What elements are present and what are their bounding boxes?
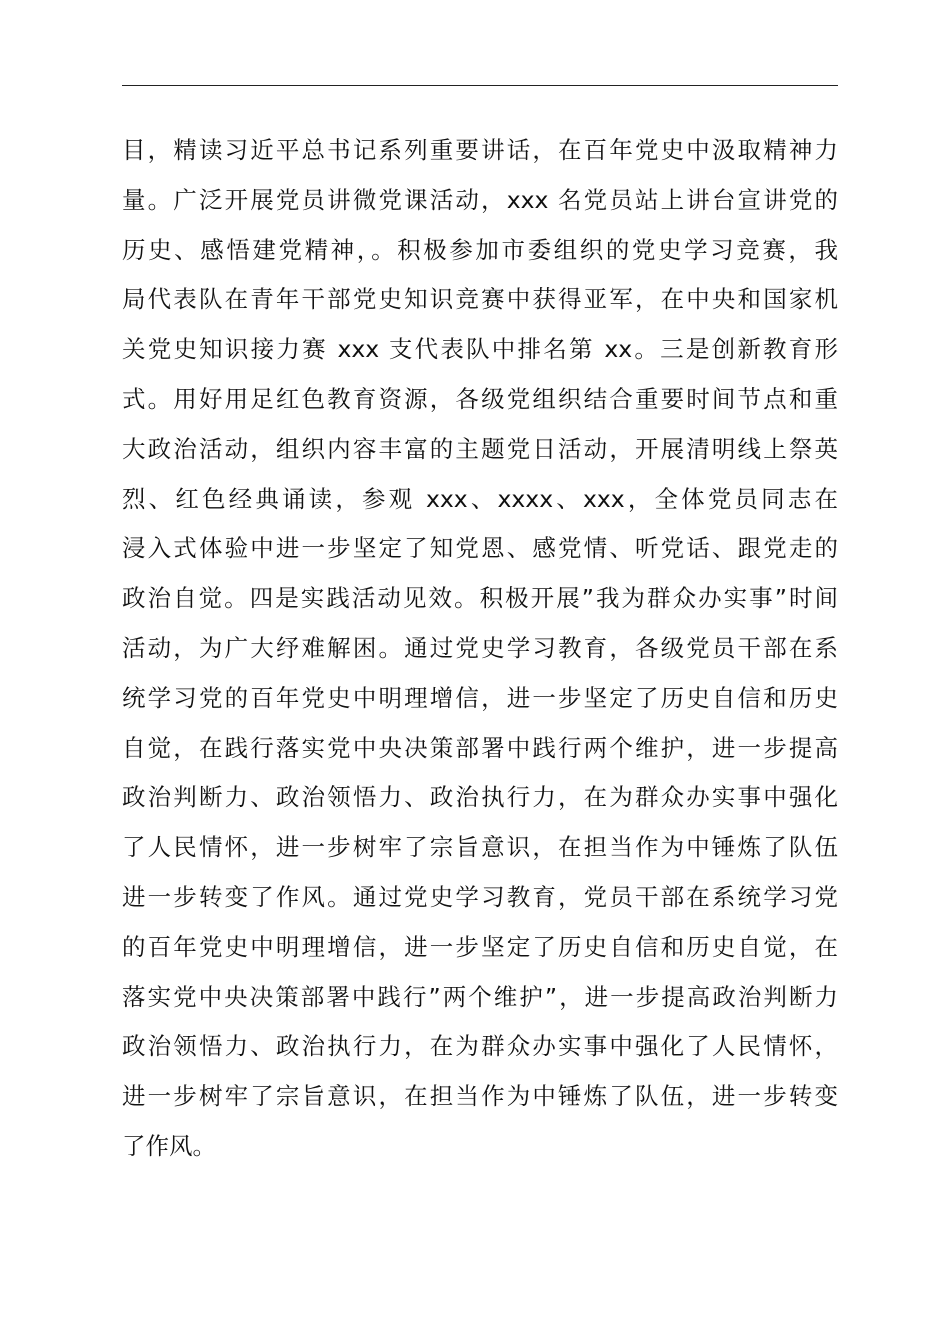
text-line: 的百年党史中明理增信，进一步坚定了历史自信和历史自觉，在 — [122, 932, 838, 961]
text-line: 自觉，在践行落实党中央决策部署中践行两个维护，进一步提高 — [122, 733, 838, 762]
text-line: 进一步转变了作风。通过党史学习教育，党员干部在系统学习党 — [122, 882, 838, 911]
header-rule — [122, 85, 838, 86]
text-line: 大政治活动，组织内容丰富的主题党日活动，开展清明线上祭英 — [122, 434, 838, 463]
text-line: 目，精读习近平总书记系列重要讲话，在百年党史中汲取精神力 — [122, 136, 838, 164]
text-line: 式。用好用足红色教育资源，各级党组织结合重要时间节点和重 — [122, 384, 838, 413]
text-line: 关党史知识接力赛 xxx 支代表队中排名第 xx。三是创新教育形 — [122, 335, 838, 364]
text-line: 了人民情怀，进一步树牢了宗旨意识，在担当作为中锤炼了队伍 — [122, 833, 838, 862]
text-line: 政治自觉。四是实践活动见效。积极开展”我为群众办实事”时间 — [122, 584, 838, 613]
text-line: 了作风。 — [122, 1131, 216, 1160]
text-line: 烈、红色经典诵读，参观 xxx、xxxx、xxx，全体党员同志在 — [122, 484, 838, 513]
text-line: 历史、感悟建党精神，。积极参加市委组织的党史学习竞赛，我 — [122, 235, 838, 264]
body-paragraph — [122, 126, 838, 1172]
text-line: 浸入式体验中进一步坚定了知党恩、感党情、听党话、跟党走的 — [122, 534, 838, 563]
text-line: 进一步树牢了宗旨意识，在担当作为中锤炼了队伍，进一步转变 — [122, 1082, 838, 1111]
text-line: 局代表队在青年干部党史知识竞赛中获得亚军，在中央和国家机 — [122, 285, 838, 314]
text-line: 活动，为广大纾难解困。通过党史学习教育，各级党员干部在系 — [122, 633, 838, 662]
text-line: 统学习党的百年党史中明理增信，进一步坚定了历史自信和历史 — [122, 683, 838, 712]
text-line: 政治领悟力、政治执行力，在为群众办实事中强化了人民情怀， — [122, 1032, 838, 1061]
text-line: 量。广泛开展党员讲微党课活动，xxx 名党员站上讲台宣讲党的 — [122, 185, 838, 214]
text-line: 政治判断力、政治领悟力、政治执行力，在为群众办实事中强化 — [122, 783, 838, 812]
text-line: 落实党中央决策部署中践行”两个维护”，进一步提高政治判断力 — [122, 982, 838, 1011]
